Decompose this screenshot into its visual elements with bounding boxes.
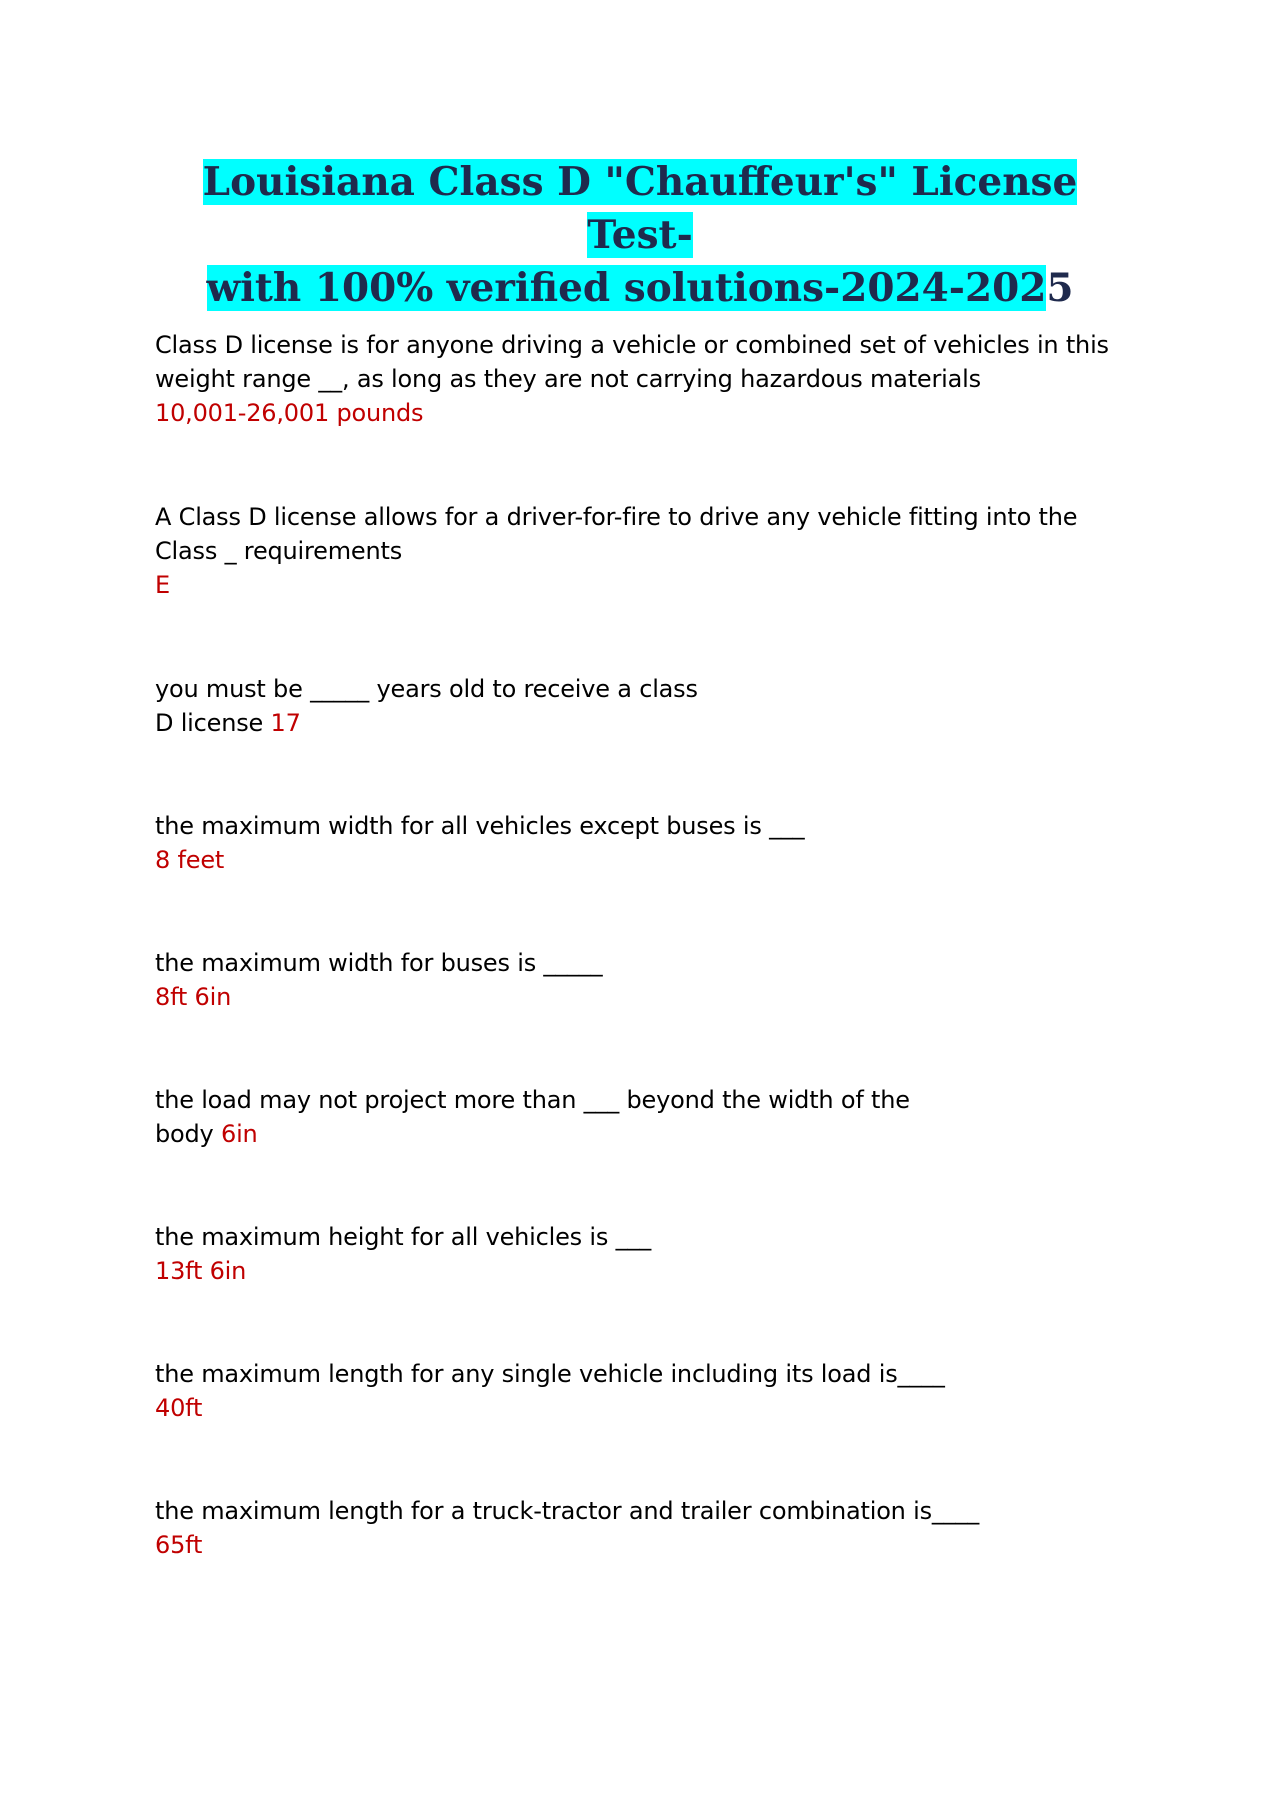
answer-text: 40ft xyxy=(155,1394,203,1422)
qa-item xyxy=(155,1083,915,1151)
question-text: the maximum length for any single vehicle including its load is____ xyxy=(155,1360,945,1388)
question-text: A Class D license allows for a driver-for-fire to drive any vehicle fitting into the Class _ requirements xyxy=(155,503,1078,565)
qa-item xyxy=(155,1357,1115,1425)
qa-item xyxy=(155,672,715,740)
question-text: Class D license is for anyone driving a vehicle or combined set of vehicles in this weight range __, as long as they are not carrying hazardous materials xyxy=(155,331,1109,393)
qa-item xyxy=(155,328,1115,430)
document-title xyxy=(150,156,1130,315)
title-line-1: Louisiana Class D "Chauffeur's" License Test- xyxy=(202,159,1078,258)
title-line-2-highlighted: with 100% verified solutions-2024-202 xyxy=(206,265,1047,311)
question-text: the maximum height for all vehicles is ___ xyxy=(155,1223,652,1251)
answer-text: E xyxy=(155,571,170,599)
qa-item xyxy=(155,1494,1115,1562)
question-text: the maximum length for a truck-tractor and trailer combination is____ xyxy=(155,1497,980,1525)
question-text: the load may not project more than ___ beyond the width of the body xyxy=(155,1086,910,1148)
qa-item xyxy=(155,946,1115,1014)
question-text: the maximum width for buses is _____ xyxy=(155,949,603,977)
answer-text: 6in xyxy=(221,1120,258,1148)
answer-text: 13ft 6in xyxy=(155,1257,247,1285)
answer-text: 10,001-26,001 pounds xyxy=(155,399,424,427)
title-line-2-tail: 5 xyxy=(1046,265,1074,311)
question-text: you must be _____ years old to receive a class D license xyxy=(155,675,698,737)
question-text: the maximum width for all vehicles except buses is ___ xyxy=(155,812,805,840)
answer-text: 17 xyxy=(270,709,301,737)
qa-item xyxy=(155,500,1115,602)
answer-text: 65ft xyxy=(155,1531,203,1559)
qa-item xyxy=(155,809,1115,877)
answer-text: 8ft 6in xyxy=(155,983,232,1011)
answer-text: 8 feet xyxy=(155,846,225,874)
qa-item xyxy=(155,1220,1115,1288)
